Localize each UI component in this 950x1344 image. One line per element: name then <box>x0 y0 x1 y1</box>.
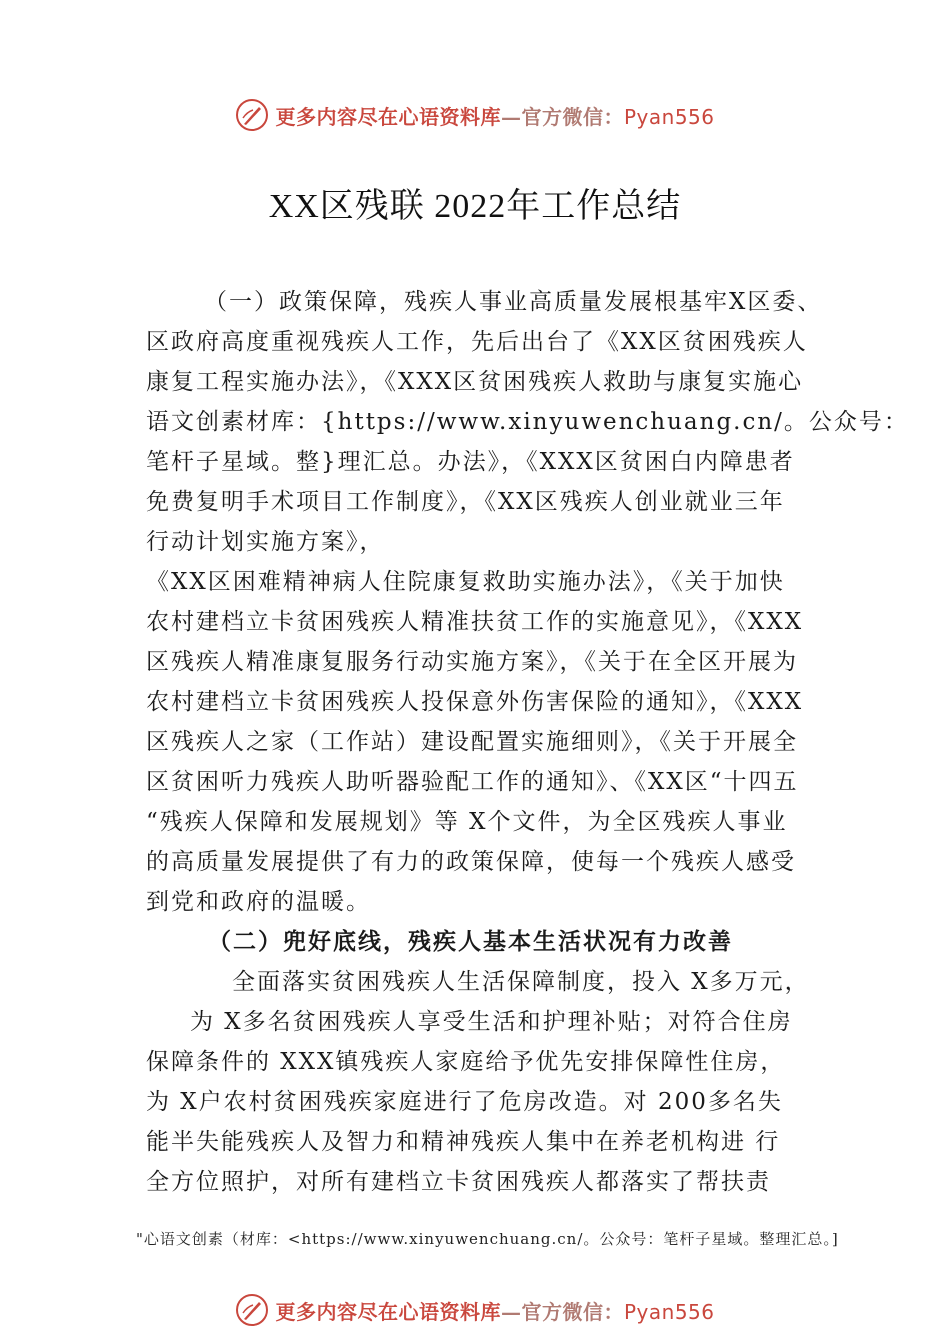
paragraph-line: 全面落实贫困残疾人生活保障制度，投入 X多万元， <box>232 969 810 995</box>
document-body <box>146 282 909 1202</box>
paragraph-line: 区残疾人之家（工作站）建设配置实施细则》，《关于开展全 <box>146 729 798 755</box>
watermark-sub: —官方微信： <box>500 1299 624 1324</box>
watermark-wechat-id: Pyan556 <box>623 1299 715 1324</box>
watermark-text <box>275 1296 714 1325</box>
watermark-text <box>275 101 714 130</box>
paragraph-line: 能半失能残疾人及智力和精神残疾人集中在养老机构进 行 <box>146 1129 781 1155</box>
paragraph-line: 区政府高度重视残疾人工作，先后出台了《XX区贫困残疾人 <box>146 329 808 355</box>
paragraph-line: 区残疾人精准康复服务行动实施方案》，《关于在全区开展为 <box>146 649 798 675</box>
paragraph-line: “残疾人保障和发展规划》等 X个文件，为全区残疾人事业 <box>146 809 788 835</box>
footnote: "心语文创素（材库：<https://www.xinyuwenchuang.cn/。公众号：笔杆子星域。整理汇总。] <box>136 1230 839 1248</box>
watermark-sub: —官方微信： <box>500 104 624 129</box>
paragraph-line: 《XX区困难精神病人住院康复救助实施办法》，《关于加快 <box>146 569 785 595</box>
paragraph-line: 语文创素材库：{https://www.xinyuwenchuang.cn/。公众号： <box>146 409 909 435</box>
section-heading: （二）兜好底线，残疾人基本生活状况有力改善 <box>208 928 733 955</box>
paragraph-line: 为 X户农村贫困残疾家庭进行了危房改造。对 200多名失 <box>146 1089 783 1115</box>
document-title: XX区残联 2022年工作总结 <box>268 188 682 225</box>
paragraph-line: 全方位照护，对所有建档立卡贫困残疾人都落实了帮扶责 <box>146 1169 771 1195</box>
paragraph-line: 到党和政府的温暖。 <box>146 889 371 915</box>
paragraph-line: 农村建档立卡贫困残疾人精准扶贫工作的实施意见》，《XXX <box>146 609 804 635</box>
top-watermark <box>0 95 950 135</box>
paragraph-line: （一）政策保障，残疾人事业高质量发展根基牢X区委、 <box>204 289 823 315</box>
paragraph-line: 的高质量发展提供了有力的政策保障，使每一个残疾人感受 <box>146 849 796 875</box>
paragraph-line: 行动计划实施方案》， <box>146 529 385 555</box>
paragraph-line: 农村建档立卡贫困残疾人投保意外伤害保险的通知》，《XXX <box>146 689 804 715</box>
watermark-wechat-id: Pyan556 <box>623 104 715 129</box>
paragraph-line: 免费复明手术项目工作制度》，《XX区残疾人创业就业三年 <box>146 489 785 515</box>
paragraph-line: 康复工程实施办法》，《XXX区贫困残疾人救助与康复实施心 <box>146 369 804 395</box>
paragraph-line: 为 X多名贫困残疾人享受生活和护理补贴；对符合住房 <box>190 1009 793 1035</box>
paragraph-line: 笔杆子星域。整}理汇总。办法》，《XXX区贫困白内障患者 <box>146 449 795 475</box>
paragraph-line: 区贫困听力残疾人助听器验配工作的通知》、《XX区“十四五 <box>146 769 799 795</box>
watermark-main: 更多内容尽在心语资料库 <box>275 1299 501 1324</box>
watermark-main: 更多内容尽在心语资料库 <box>275 104 501 129</box>
bottom-watermark <box>0 1290 950 1330</box>
quill-logo-icon <box>235 98 269 132</box>
quill-logo-icon <box>235 1293 269 1327</box>
paragraph-line: 保障条件的 XXX镇残疾人家庭给予优先安排保障性住房， <box>146 1049 786 1075</box>
